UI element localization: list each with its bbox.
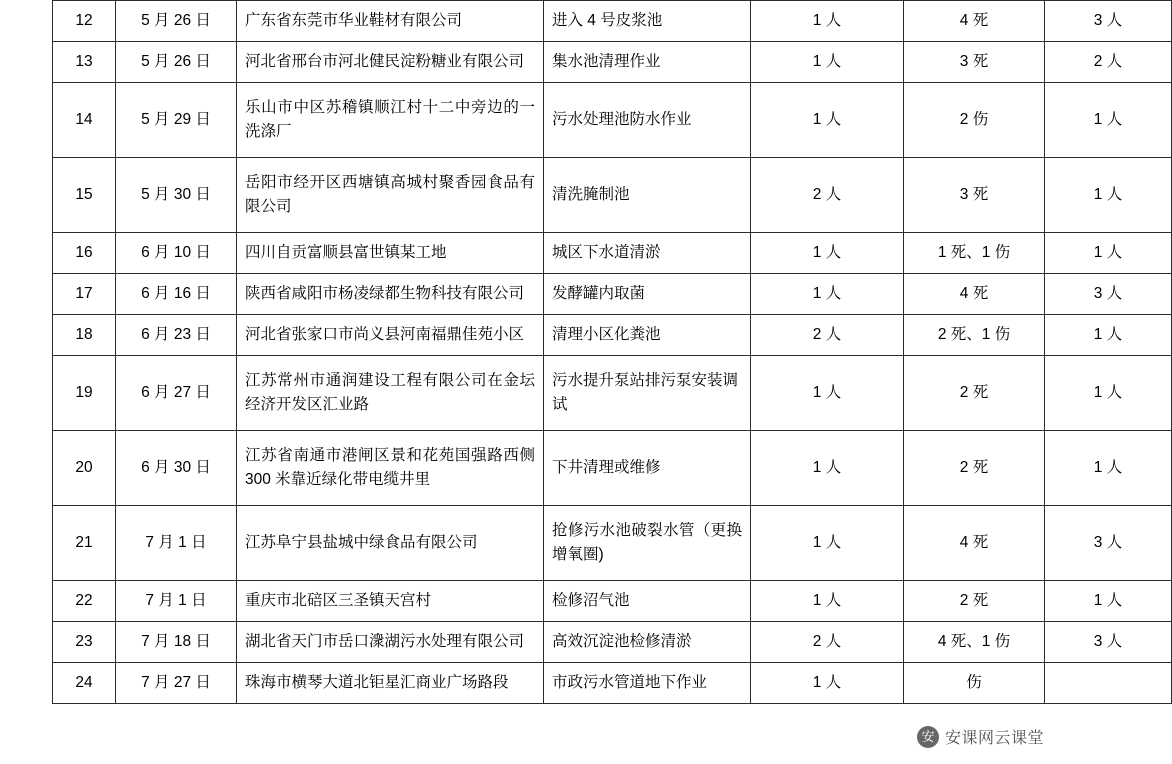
cell-work: 清洗腌制池: [544, 158, 751, 233]
cell-index: 20: [53, 431, 116, 506]
cell-rescuers: 1 人: [1045, 83, 1172, 158]
cell-workers: 2 人: [751, 158, 904, 233]
cell-index: 12: [53, 1, 116, 42]
watermark-text: 安课网云课堂: [944, 730, 1044, 747]
table-row: [53, 1, 1172, 42]
cell-place: [237, 83, 544, 158]
cell-rescuers: [1045, 663, 1172, 704]
table-row: [53, 622, 1172, 663]
incident-table-container: [52, 0, 1123, 704]
cell-casualties: 1 死、1 伤: [904, 233, 1045, 274]
cell-workers: 2 人: [751, 315, 904, 356]
cell-workers: 1 人: [751, 274, 904, 315]
cell-work: 城区下水道清淤: [544, 233, 751, 274]
cell-work: 清理小区化粪池: [544, 315, 751, 356]
cell-place: 四川自贡富顺县富世镇某工地: [237, 233, 544, 274]
cell-date: 7 月 27 日: [116, 663, 237, 704]
incident-table: [52, 0, 1172, 704]
cell-place: 重庆市北碚区三圣镇天宫村: [237, 581, 544, 622]
cell-workers: 1 人: [751, 233, 904, 274]
cell-rescuers: 3 人: [1045, 506, 1172, 581]
cell-index: 19: [53, 356, 116, 431]
cell-casualties: 2 伤: [904, 83, 1045, 158]
cell-place-text: 乐山市中区苏稽镇顺江村十二中旁边的一洗涤厂: [245, 98, 535, 140]
cell-rescuers: 2 人: [1045, 42, 1172, 83]
cell-place: 河北省邢台市河北健民淀粉糖业有限公司: [237, 42, 544, 83]
cell-work: 污水提升泵站排污泵安装调试: [544, 356, 751, 431]
cell-index: 17: [53, 274, 116, 315]
cell-rescuers: 1 人: [1045, 315, 1172, 356]
cell-workers: 1 人: [751, 506, 904, 581]
cell-index: 13: [53, 42, 116, 83]
cell-place: [237, 356, 544, 431]
cell-rescuers: 1 人: [1045, 431, 1172, 506]
cell-index: 24: [53, 663, 116, 704]
cell-work: 发酵罐内取菌: [544, 274, 751, 315]
cell-casualties: 3 死: [904, 158, 1045, 233]
cell-rescuers: 3 人: [1045, 1, 1172, 42]
cell-index: 23: [53, 622, 116, 663]
cell-place: 陕西省咸阳市杨凌绿都生物科技有限公司: [237, 274, 544, 315]
cell-workers: 1 人: [751, 1, 904, 42]
cell-date: 6 月 16 日: [116, 274, 237, 315]
cell-place-text: 江苏常州市通润建设工程有限公司在金坛经济开发区汇业路: [245, 371, 535, 413]
cell-work-text: 抢修污水池破裂水管（更换增氧圈): [552, 521, 742, 563]
cell-rescuers: 1 人: [1045, 356, 1172, 431]
table-row: [53, 431, 1172, 506]
cell-casualties: 2 死: [904, 356, 1045, 431]
cell-place: [237, 158, 544, 233]
cell-work: 进入 4 号皮浆池: [544, 1, 751, 42]
cell-place: 珠海市横琴大道北钜星汇商业广场路段: [237, 663, 544, 704]
cell-place-text: 江苏省南通市港闸区景和花苑国强路西侧 300 米靠近绿化带电缆井里: [245, 446, 535, 488]
table-row: [53, 356, 1172, 431]
watermark: [917, 725, 1044, 748]
cell-rescuers: 3 人: [1045, 622, 1172, 663]
watermark-logo-icon: 安: [917, 726, 939, 748]
cell-date: 5 月 30 日: [116, 158, 237, 233]
cell-date: 7 月 1 日: [116, 581, 237, 622]
cell-rescuers: 1 人: [1045, 233, 1172, 274]
cell-index: 22: [53, 581, 116, 622]
cell-casualties: 4 死: [904, 1, 1045, 42]
cell-date: 5 月 26 日: [116, 42, 237, 83]
cell-casualties: 2 死: [904, 581, 1045, 622]
cell-date: 5 月 29 日: [116, 83, 237, 158]
cell-date: 7 月 18 日: [116, 622, 237, 663]
cell-workers: 1 人: [751, 581, 904, 622]
cell-rescuers: 1 人: [1045, 158, 1172, 233]
table-row: [53, 315, 1172, 356]
cell-date: 6 月 27 日: [116, 356, 237, 431]
table-row: [53, 158, 1172, 233]
cell-work: 市政污水管道地下作业: [544, 663, 751, 704]
cell-workers: 1 人: [751, 83, 904, 158]
cell-casualties: 4 死、1 伤: [904, 622, 1045, 663]
cell-work: 高效沉淀池检修清淤: [544, 622, 751, 663]
table-row: [53, 663, 1172, 704]
cell-index: 21: [53, 506, 116, 581]
cell-casualties: 4 死: [904, 506, 1045, 581]
cell-work: 检修沼气池: [544, 581, 751, 622]
cell-date: 6 月 30 日: [116, 431, 237, 506]
cell-casualties: 2 死: [904, 431, 1045, 506]
cell-place: 广东省东莞市华业鞋材有限公司: [237, 1, 544, 42]
cell-casualties: 4 死: [904, 274, 1045, 315]
cell-date: 6 月 10 日: [116, 233, 237, 274]
table-row: [53, 581, 1172, 622]
cell-casualties: 伤: [904, 663, 1045, 704]
cell-workers: 1 人: [751, 663, 904, 704]
cell-place: 江苏阜宁县盐城中绿食品有限公司: [237, 506, 544, 581]
table-body: [53, 1, 1172, 704]
cell-work: 污水处理池防水作业: [544, 83, 751, 158]
cell-place: 湖北省天门市岳口潨湖污水处理有限公司: [237, 622, 544, 663]
table-row: [53, 83, 1172, 158]
cell-work: 集水池清理作业: [544, 42, 751, 83]
cell-workers: 1 人: [751, 42, 904, 83]
cell-index: 14: [53, 83, 116, 158]
cell-index: 16: [53, 233, 116, 274]
cell-place: 河北省张家口市尚义县河南福鼎佳苑小区: [237, 315, 544, 356]
cell-workers: 1 人: [751, 431, 904, 506]
cell-work: [544, 506, 751, 581]
table-row: [53, 42, 1172, 83]
cell-rescuers: 3 人: [1045, 274, 1172, 315]
cell-date: 6 月 23 日: [116, 315, 237, 356]
cell-workers: 2 人: [751, 622, 904, 663]
cell-date: 5 月 26 日: [116, 1, 237, 42]
cell-work: 下井清理或维修: [544, 431, 751, 506]
cell-rescuers: 1 人: [1045, 581, 1172, 622]
cell-casualties: 3 死: [904, 42, 1045, 83]
table-row: [53, 506, 1172, 581]
cell-workers: 1 人: [751, 356, 904, 431]
cell-place: [237, 431, 544, 506]
cell-casualties: 2 死、1 伤: [904, 315, 1045, 356]
cell-date: 7 月 1 日: [116, 506, 237, 581]
cell-place-text: 岳阳市经开区西塘镇高城村聚香园食品有限公司: [245, 173, 535, 215]
cell-index: 15: [53, 158, 116, 233]
table-row: [53, 233, 1172, 274]
cell-index: 18: [53, 315, 116, 356]
table-row: [53, 274, 1172, 315]
